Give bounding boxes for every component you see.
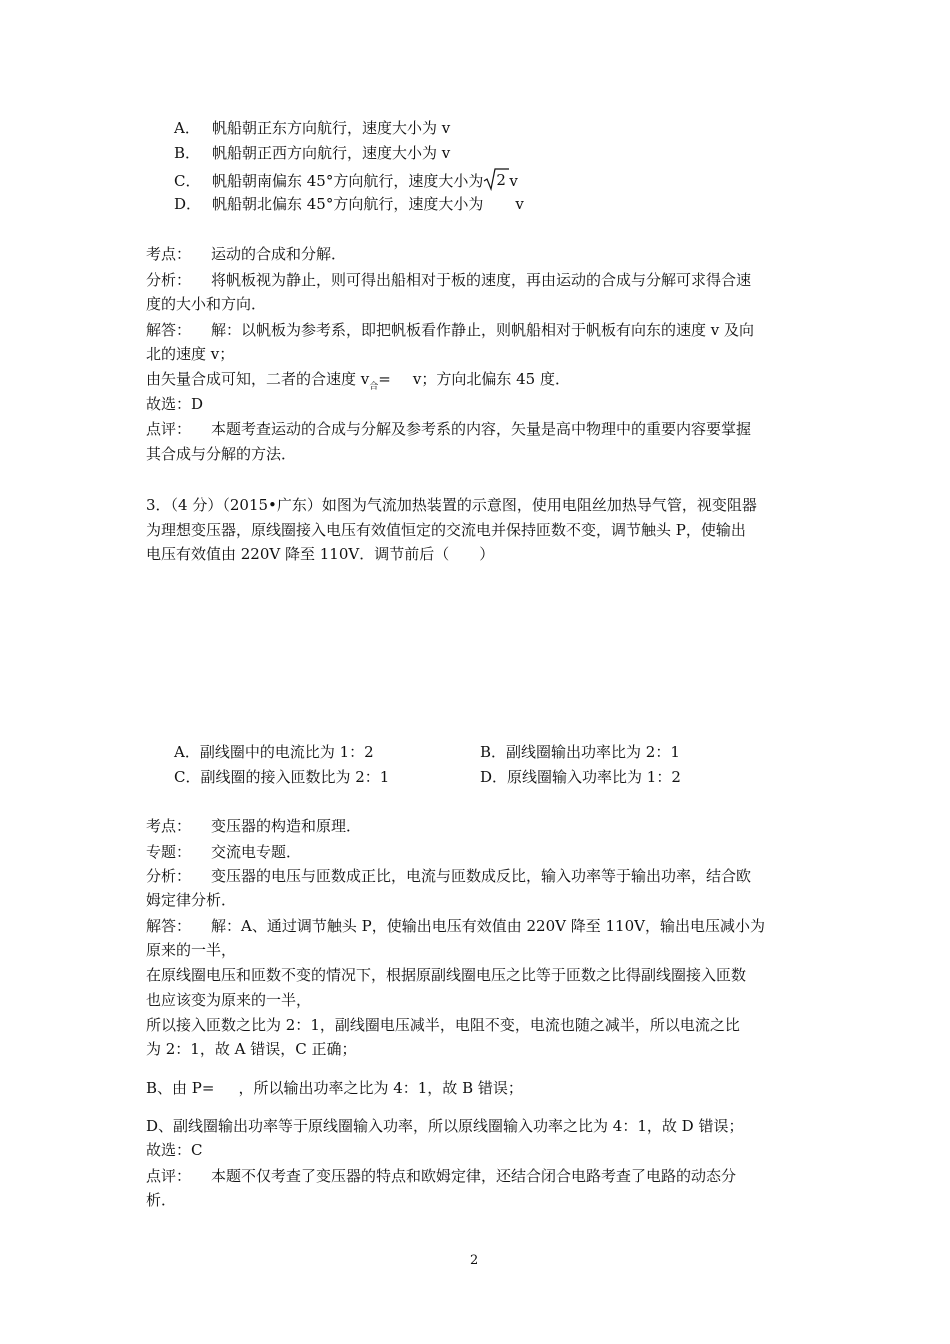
q3-jieda-2: 原来的一半， <box>146 941 237 959</box>
q3-jieda-3: 在原线圈电压和匝数不变的情况下，根据原副线圈电压之比等于匝数之比得副线圈接入匝数 <box>146 966 747 984</box>
kaodian-text: 变压器的构造和原理． <box>211 817 362 835</box>
zhuanti-text: 交流电专题． <box>211 843 302 861</box>
q3-option-a: A．副线圈中的电流比为 1：2 <box>174 743 374 761</box>
q2-option-d <box>174 194 524 214</box>
q3-option-c: C．副线圈的接入匝数比为 2：1 <box>174 768 390 786</box>
q3-guxuan: 故选：C <box>146 1141 203 1159</box>
q3-stem-1: 3．（4 分）（2015•广东）如图为气流加热装置的示意图，使用电阻丝加热导气管，视变阻器 <box>146 496 757 514</box>
q3-jieda-8: D、副线圈输出功率等于原线圈输入功率，所以原线圈输入功率之比为 4：1，故 D 错误； <box>146 1117 744 1135</box>
q3-fenxi-1 <box>146 866 751 886</box>
option-label: D． <box>174 195 202 213</box>
q3-option-b: B．副线圈输出功率比为 2：1 <box>480 743 680 761</box>
q3-dianping-2: 析． <box>146 1191 177 1209</box>
q2-option-b <box>174 143 450 163</box>
option-text: 帆船朝正东方向航行，速度大小为 v <box>212 119 451 137</box>
dianping-text: 本题不仅考查了变压器的特点和欧姆定律，还结合闭合电路考查了电路的动态分 <box>211 1167 737 1185</box>
q2-dianping-1 <box>146 419 751 439</box>
jieda-text: v；方向北偏东 45 度． <box>412 370 570 388</box>
q3-jieda-6: 为 2：1，故 A 错误，C 正确； <box>146 1040 357 1058</box>
option-text: 帆船朝北偏东 45°方向航行，速度大小为 <box>212 195 484 213</box>
q3-jieda-1 <box>146 916 765 936</box>
q2-jieda-1 <box>146 320 754 340</box>
option-text: 帆船朝南偏东 45°方向航行，速度大小为 <box>212 172 484 190</box>
q3-fenxi-2: 姆定律分析． <box>146 891 237 909</box>
q2-option-c <box>174 169 518 191</box>
q3-jieda-5: 所以接入匝数之比为 2：1，副线圈电压减半，电阻不变，电流也随之减半，所以电流之比 <box>146 1016 740 1034</box>
kaodian-label: 考点： <box>146 817 192 835</box>
jieda-text: 由矢量合成可知，二者的合速度 v <box>146 370 370 388</box>
zhuanti-label: 专题： <box>146 843 192 861</box>
jieda-text: B、由 P= <box>146 1079 215 1097</box>
dianping-label: 点评： <box>146 420 192 438</box>
sqrt-symbol <box>483 169 509 189</box>
q2-fenxi-1 <box>146 270 751 290</box>
q2-fenxi-2: 度的大小和方向． <box>146 295 267 313</box>
q3-option-d: D．原线圈输入功率比为 1：2 <box>480 768 681 786</box>
sqrt-radicand: 2 <box>496 171 506 189</box>
q2-option-a <box>174 118 450 138</box>
kaodian-text: 运动的合成和分解． <box>211 245 347 263</box>
jieda-label: 解答： <box>146 321 192 339</box>
q2-jieda-3 <box>146 369 570 392</box>
subscript: 合 <box>369 382 379 392</box>
q2-jieda-2: 北的速度 v； <box>146 345 235 363</box>
fenxi-label: 分析： <box>146 867 192 885</box>
option-label: A． <box>174 119 200 137</box>
equals: = <box>378 370 391 388</box>
q2-dianping-2: 其合成与分解的方法． <box>146 445 297 463</box>
q3-dianping-1 <box>146 1166 736 1186</box>
option-label: B． <box>174 144 201 162</box>
q2-kaodian <box>146 244 346 264</box>
fenxi-label: 分析： <box>146 271 192 289</box>
dianping-label: 点评： <box>146 1167 192 1185</box>
dianping-text: 本题考查运动的合成与分解及参考系的内容，矢量是高中物理中的重要内容要掌握 <box>211 420 752 438</box>
q3-stem-3: 电压有效值由 220V 降至 110V．调节前后（ ） <box>146 545 495 563</box>
option-suffix: v <box>509 172 518 190</box>
q3-kaodian <box>146 816 361 836</box>
kaodian-label: 考点： <box>146 245 192 263</box>
option-label: C． <box>174 172 201 190</box>
fenxi-text: 将帆板视为静止，则可得出船相对于板的速度，再由运动的合成与分解可求得合速 <box>211 271 752 289</box>
q3-jieda-7 <box>146 1078 523 1098</box>
page-number: 2 <box>470 1253 479 1268</box>
q3-zhuanti <box>146 842 301 862</box>
fenxi-text: 变压器的电压与匝数成正比，电流与匝数成反比，输入功率等于输出功率，结合欧 <box>211 867 752 885</box>
q2-guxuan: 故选：D <box>146 395 204 413</box>
jieda-text: 解：A、通过调节触头 P，使输出电压有效值由 220V 降至 110V，输出电压减小为 <box>211 917 765 935</box>
q3-stem-2: 为理想变压器，原线圈接入电压有效值恒定的交流电并保持匝数不变，调节触头 P，使输出 <box>146 521 746 539</box>
option-text: 帆船朝正西方向航行，速度大小为 v <box>212 144 451 162</box>
jieda-label: 解答： <box>146 917 192 935</box>
option-suffix: v <box>515 195 524 213</box>
jieda-text: ，所以输出功率之比为 4：1，故 B 错误； <box>238 1079 523 1097</box>
jieda-text: 解：以帆板为参考系，即把帆板看作静止，则帆船相对于帆板有向东的速度 v 及向 <box>211 321 755 339</box>
q3-jieda-4: 也应该变为原来的一半， <box>146 991 312 1009</box>
